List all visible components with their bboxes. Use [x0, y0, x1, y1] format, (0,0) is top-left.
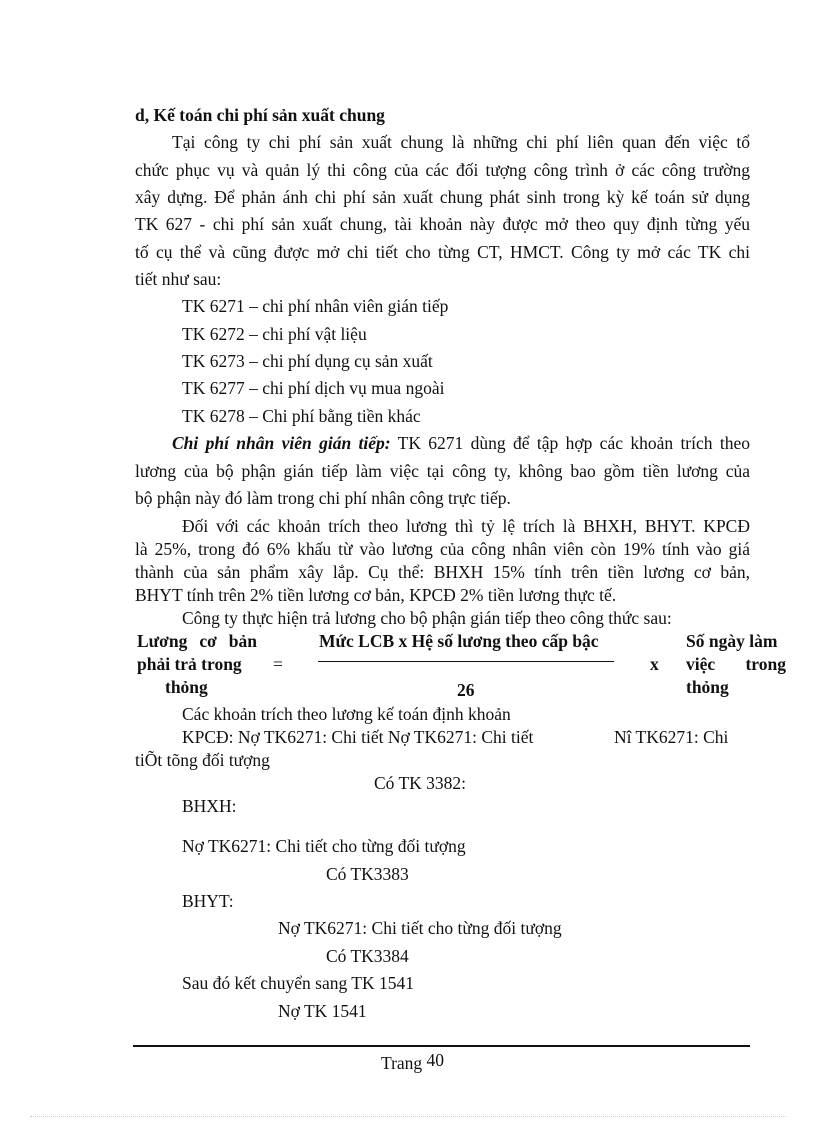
account-item: TK 6272 – chi phí vật liệu [182, 324, 367, 344]
page-label: Trang [381, 1053, 423, 1073]
page-footer [381, 1052, 444, 1074]
formula-intro: Công ty thực hiện trả lương cho bộ phận gián tiếp theo công thức sau: [182, 608, 672, 628]
bhyt-credit: Có TK3384 [326, 946, 409, 966]
indirect-line-1 [172, 432, 750, 454]
intro-line: chức phục vụ và quản lý thi công của các đối tượng công trình ở các công trường [135, 160, 750, 180]
page-number: 40 [426, 1050, 445, 1070]
formula-left-line: thỏng [165, 677, 208, 697]
kpcd-line-right: Nî TK6271: Chi [614, 727, 729, 747]
deductions-line: là 25%, trong đó 6% khấu từ vào lương của công nhân viên còn 19% tính vào giá [135, 539, 750, 559]
formula-right-line: việc trong [686, 654, 786, 674]
entries-intro: Các khoản trích theo lương kế toán định khoản [182, 704, 511, 724]
deductions-line: Đối với các khoản trích theo lương thì tỷ lệ trích là BHXH, BHYT. KPCĐ [182, 516, 750, 536]
formula-right-line: thỏng [686, 677, 729, 697]
account-item: TK 6273 – chi phí dụng cụ sản xuất [182, 351, 433, 371]
bhyt-debit: Nợ TK6271: Chi tiết cho từng đối tượng [278, 918, 562, 938]
intro-line: Tại công ty chi phí sản xuất chung là những chi phí liên quan đến việc tổ [172, 132, 750, 152]
account-item: TK 6271 – chi phí nhân viên gián tiếp [182, 296, 449, 316]
indirect-line-1-text: TK 6271 dùng để tập hợp các khoản trích theo [390, 433, 750, 453]
account-item: TK 6277 – chi phí dịch vụ mua ngoài [182, 378, 445, 398]
fraction-bar [318, 661, 614, 662]
formula-times: x [650, 654, 659, 674]
bhxh-debit: Nợ TK6271: Chi tiết cho từng đối tượng [182, 836, 466, 856]
section-heading: d, Kế toán chi phí sản xuất chung [135, 105, 385, 125]
footer-rule [133, 1045, 750, 1047]
indirect-line-3: bộ phận này đó làm trong chi phí nhân công trực tiếp. [135, 488, 511, 508]
formula-right-line: Số ngày làm [686, 631, 778, 651]
intro-line: tiết như sau: [135, 269, 222, 289]
bhyt-label: BHYT: [182, 891, 234, 911]
formula-left-line: phải trả trong [137, 654, 242, 674]
transfer-debit: Nợ TK 1541 [278, 1001, 367, 1021]
intro-line: TK 627 - chi phí sản xuất chung, tài khoản này được mở theo quy định từng yếu [135, 214, 750, 234]
transfer-line: Sau đó kết chuyển sang TK 1541 [182, 973, 415, 993]
formula-left-line: Lương cơ bản [137, 631, 257, 651]
account-item: TK 6278 – Chi phí bằng tiền khác [182, 406, 421, 426]
formula-numerator: Mức LCB x Hệ số lương theo cấp bậc [319, 631, 599, 651]
formula-equals: = [273, 654, 283, 674]
bhxh-credit: Có TK3383 [326, 864, 409, 884]
indirect-line-2: lương của bộ phận gián tiếp làm việc tại công ty, không bao gồm tiền lương của [135, 461, 750, 481]
intro-line: xây dựng. Để phản ánh chi phí sản xuất chung phát sinh trong kỳ kế toán sử dụng [135, 187, 750, 207]
indirect-label: Chi phí nhân viên gián tiếp: [172, 433, 391, 453]
intro-line: tố cụ thể và cũng được mở chi tiết cho từng CT, HMCT. Công ty mở các TK chi [135, 242, 750, 262]
kpcd-credit: Có TK 3382: [374, 773, 467, 793]
deductions-line: BHYT tính trên 2% tiền lương cơ bản, KPCĐ 2% tiền lương thực tế. [135, 585, 617, 605]
bhxh-label: BHXH: [182, 796, 237, 816]
bottom-dotted-line [30, 1116, 786, 1117]
formula-denominator: 26 [457, 680, 475, 700]
deductions-line: thành của sản phẩm xây lắp. Cụ thể: BHXH 15% tính trên tiền lương cơ bản, [135, 562, 750, 582]
kpcd-line: KPCĐ: Nợ TK6271: Chi tiết Nợ TK6271: Chi tiết [182, 727, 534, 747]
kpcd-line-cont: tiÕt tõng đối tượng [135, 750, 270, 770]
